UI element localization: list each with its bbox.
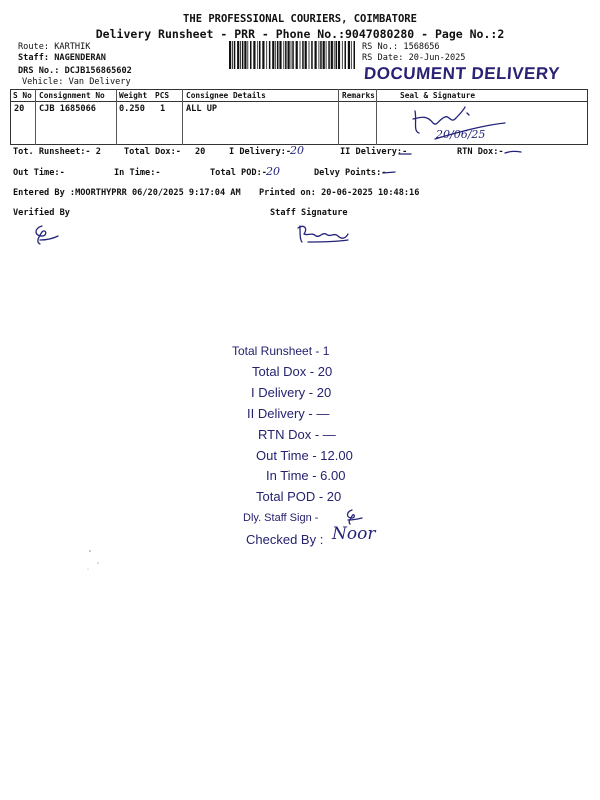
barcode-bar bbox=[240, 41, 241, 69]
barcode-bar bbox=[345, 41, 347, 69]
drs-number: DRS No.: DCJB156865602 bbox=[18, 66, 132, 76]
barcode-bar bbox=[257, 41, 258, 69]
barcode-bar bbox=[300, 41, 301, 69]
barcode-bar bbox=[253, 41, 255, 69]
note-total-runsheet: Total Runsheet - 1 bbox=[232, 344, 330, 358]
cell-consignee: ALL UP bbox=[186, 104, 218, 114]
barcode-bar bbox=[277, 41, 279, 69]
delvy-points-label: Delvy Points:- bbox=[314, 168, 387, 178]
barcode-bar bbox=[302, 41, 304, 69]
i-delivery-handwritten: 20 bbox=[290, 144, 304, 157]
ii-delivery-label: II Delivery:- bbox=[340, 147, 408, 157]
table-column-divider bbox=[116, 89, 117, 145]
route-label: Route: KARTHIK bbox=[18, 42, 91, 52]
barcode-bar bbox=[354, 41, 356, 69]
verified-by-label: Verified By bbox=[13, 208, 70, 218]
document-delivery-stamp: DOCUMENT DELIVERY bbox=[363, 64, 561, 83]
barcode-bar bbox=[283, 41, 284, 69]
barcode-bar bbox=[279, 41, 281, 69]
barcode-bar bbox=[244, 41, 246, 69]
barcode-bar bbox=[269, 41, 271, 69]
delvy-points-dash bbox=[381, 168, 397, 176]
cell-consignment: CJB 1685066 bbox=[39, 104, 96, 114]
cell-sno: 20 bbox=[14, 104, 25, 114]
barcode-bar bbox=[250, 41, 252, 69]
barcode-bar bbox=[342, 41, 343, 69]
barcode-bar bbox=[319, 41, 320, 69]
table-column-divider bbox=[182, 89, 183, 145]
staff-signature-scribble bbox=[294, 220, 354, 248]
col-header-consignee: Consignee Details bbox=[186, 91, 266, 100]
total-pod-handwritten: 20 bbox=[266, 165, 280, 178]
barcode-bar bbox=[348, 41, 350, 69]
printed-on: Printed on: 20-06-2025 10:48:16 bbox=[259, 188, 420, 198]
note-staff-sign: Dly. Staff Sign - bbox=[243, 512, 319, 524]
note-total-dox: Total Dox - 20 bbox=[252, 364, 333, 379]
entered-by: Entered By :MOORTHYPRR 06/20/2025 9:17:04 AM bbox=[13, 188, 241, 198]
in-time-label: In Time:- bbox=[114, 168, 161, 178]
barcode-bar bbox=[288, 41, 290, 69]
barcode-bar bbox=[247, 41, 248, 69]
barcode-bar bbox=[328, 41, 330, 69]
table-column-divider bbox=[338, 89, 339, 145]
col-header-seal-signature: Seal & Signature bbox=[400, 91, 476, 100]
verified-signature-scribble bbox=[28, 222, 68, 248]
barcode-bar bbox=[323, 41, 325, 69]
barcode-bar bbox=[291, 41, 292, 69]
barcode-bar bbox=[320, 41, 322, 69]
total-dox-value: 20 bbox=[195, 147, 206, 157]
col-header-pcs: PCS bbox=[155, 91, 170, 100]
paper-specks bbox=[84, 545, 114, 575]
barcode-bar bbox=[292, 41, 294, 69]
note-checked-by: Checked By : bbox=[246, 532, 324, 547]
company-title: THE PROFESSIONAL COURIERS, COIMBATORE bbox=[183, 13, 417, 25]
barcode-bar bbox=[296, 41, 298, 69]
barcode-bar bbox=[262, 41, 264, 69]
runsheet-title: Delivery Runsheet - PRR - Phone No.:9047080280 - Page No.:2 bbox=[95, 27, 505, 41]
barcode-bar bbox=[311, 41, 313, 69]
i-delivery-label: I Delivery:- bbox=[229, 147, 292, 157]
barcode-bar bbox=[305, 41, 307, 69]
note-rtn-dox: RTN Dox - — bbox=[258, 427, 336, 442]
col-header-consignment: Consignment No bbox=[39, 91, 105, 100]
checked-by-signature: Noor bbox=[332, 524, 376, 544]
barcode-bar bbox=[338, 41, 340, 69]
tot-runsheet: Tot. Runsheet:- 2 bbox=[13, 147, 101, 157]
barcode-bar bbox=[229, 41, 231, 69]
barcode-bar bbox=[326, 41, 327, 69]
barcode-bar bbox=[336, 41, 338, 69]
ii-delivery-dash bbox=[397, 150, 413, 158]
barcode-graphic bbox=[229, 41, 357, 69]
col-header-weight: Weight bbox=[119, 91, 148, 100]
barcode-bar bbox=[315, 41, 317, 69]
barcode-bar bbox=[309, 41, 310, 69]
col-header-remarks: Remarks bbox=[342, 91, 375, 100]
note-in-time: In Time - 6.00 bbox=[266, 468, 346, 483]
staff-label: Staff: NAGENDERAN bbox=[18, 53, 106, 63]
barcode-bar bbox=[242, 41, 244, 69]
table-column-divider bbox=[35, 89, 36, 145]
barcode-bar bbox=[351, 41, 352, 69]
vehicle-label: Vehicle: Van Delivery bbox=[22, 77, 131, 87]
col-header-sno: S No bbox=[13, 91, 32, 100]
barcode-bar bbox=[259, 41, 261, 69]
note-total-pod: Total POD - 20 bbox=[256, 489, 342, 504]
rs-number: RS No.: 1568656 bbox=[362, 42, 440, 52]
barcode-bar bbox=[232, 41, 233, 69]
note-i-delivery: I Delivery - 20 bbox=[251, 385, 332, 400]
cell-pcs: 1 bbox=[160, 104, 166, 114]
seal-date-handwritten: 20/06/25 bbox=[436, 128, 486, 141]
rtn-dox-label: RTN Dox:- bbox=[457, 147, 504, 157]
barcode-bar bbox=[266, 41, 267, 69]
note-ii-delivery: II Delivery - — bbox=[247, 406, 330, 421]
barcode-bar bbox=[334, 41, 335, 69]
total-dox-label: Total Dox:- bbox=[124, 147, 181, 157]
barcode-bar bbox=[272, 41, 274, 69]
note-out-time: Out Time - 12.00 bbox=[256, 448, 353, 463]
barcode-bar bbox=[234, 41, 236, 69]
barcode-bar bbox=[285, 41, 287, 69]
cell-weight: 0.250 bbox=[119, 104, 145, 114]
out-time-label: Out Time:- bbox=[13, 168, 65, 178]
staff-signature-label: Staff Signature bbox=[270, 208, 348, 218]
total-pod-label: Total POD:- bbox=[210, 168, 267, 178]
barcode-bar bbox=[237, 41, 239, 69]
barcode-bar bbox=[275, 41, 276, 69]
table-header-divider bbox=[10, 101, 588, 102]
barcode-bar bbox=[331, 41, 333, 69]
rs-date: RS Date: 20-Jun-2025 bbox=[362, 53, 466, 63]
rtn-dox-dash bbox=[503, 148, 523, 156]
table-column-divider bbox=[376, 89, 377, 145]
